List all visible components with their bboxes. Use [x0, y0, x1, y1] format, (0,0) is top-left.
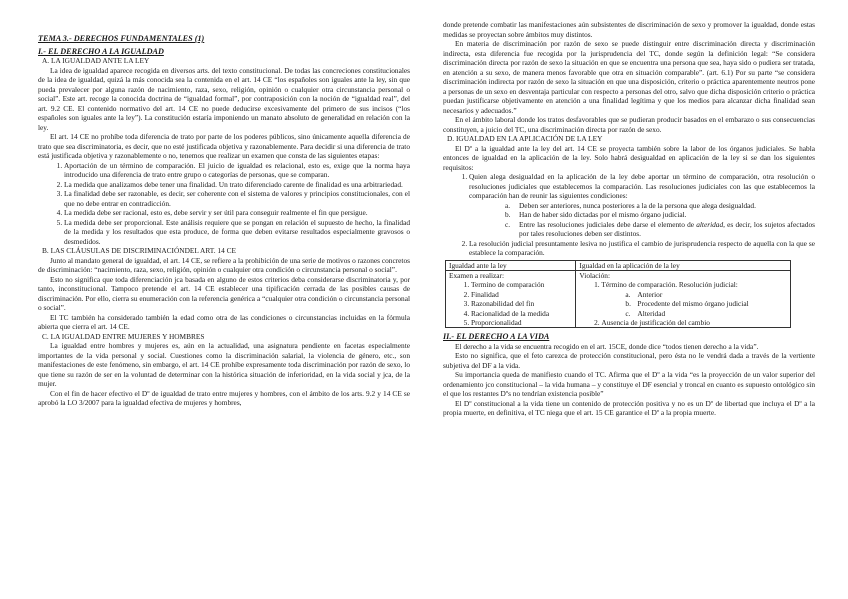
- left-column: [38, 34, 410, 408]
- list-item: a. Anterior: [625, 289, 663, 299]
- list-item: 4. Racionalidad de la medida: [471, 309, 572, 318]
- paragraph: Con el fin de hacer efectivo el Dº de igualdad de trato entre mujeres y hombres, con el ámbito de los arts. 9.2 y 14 CE se aprobó la LO 3/2007 para la igualdad efectiva de mujeres y hombres,: [38, 388, 410, 407]
- list-item: a. Deben ser anteriores, nunca posteriores a la de la persona que alega desigualdad.: [505, 200, 756, 210]
- list-item-text: Alteridad: [637, 308, 666, 318]
- list-item: [601, 280, 787, 318]
- list-item: c. Entre las resoluciones judiciales debe darse el elemento de alteridad, es decir, los sujetos afectados por tales resoluciones deben ser distintos.: [505, 219, 816, 238]
- list-item-text: Término de comparación. Resolución judicial:: [601, 280, 738, 290]
- paragraph: El art. 14 CE no prohíbe toda diferencia de trato por parte de los poderes públicos, sino únicamente aquella diferencia de trato que sea discriminatoria, es decir, que no esté justificada objetiva y razonablemente. Para decidir si una diferencia de trato está justificada objetiva y razonablemente o no, tenemos que realizar un examen que consta de las siguientes etapas:: [38, 132, 410, 160]
- paragraph: donde pretende combatir las manifestaciones aún subsistentes de discriminación de sexo y promover la igualdad, donde estas medidas se proyectan sobre ámbitos muy distintos.: [443, 20, 815, 39]
- subsection-heading-c: C. LA IGUALDAD ENTRE MUJERES Y HOMBRES: [42, 331, 205, 341]
- paragraph: La igualdad entre hombres y mujeres es, aún en la actualidad, una asignatura pendiente en facetas especialmente importantes de la vida personal y social. Cuestiones como la discriminación salarial, la violencia de género, etc., son manifestaciones de este fenómeno, sin embargo, el art. 14 CE prohíbe expresamente toda discriminación por razón de sexo, lo que tiene su razón de ser en la voluntad de determinar con la histórica situación de inferioridad, en la vida social y jca, de la mujer.: [38, 341, 410, 388]
- list-item-text: Procedente del mismo órgano judicial: [637, 299, 749, 309]
- list-item: [469, 172, 815, 239]
- list-item-text: Deben ser anteriores, nunca posteriores a la de la persona que alega desigualdad.: [519, 200, 756, 210]
- list-item: 2. La medida que analizamos debe tener una finalidad. Un trato diferenciado carente de finalidad es una arbitrariedad.: [64, 180, 410, 190]
- table-row: [446, 270, 791, 327]
- table-cell: [576, 270, 791, 327]
- table-header: Igualdad en la aplicación de la ley: [576, 260, 791, 270]
- list-item: c. Alteridad: [625, 308, 666, 318]
- requirements-list: [443, 172, 815, 258]
- paragraph: El TC también ha considerado también la edad como otra de las condiciones o circunstancias incluidas en la fórmula abierta que cierra el art. 14 CE.: [38, 312, 410, 331]
- violation-items-list: [579, 280, 787, 327]
- table-cell-label: Violación:: [579, 270, 610, 280]
- emphasis-text: alteridad: [696, 219, 724, 229]
- conditions-list: [469, 201, 815, 239]
- table-cell: [446, 270, 576, 327]
- comparison-table: [445, 260, 791, 329]
- list-item: 2. Ausencia de justificación del cambio: [601, 318, 787, 327]
- paragraph: El Dº constitucional a la vida tiene un contenido de protección positiva y no es un Dº de libertad que incluya el Dº a la propia muerte, en definitiva, el TC niega que el art. 15 CE garantice el Dº a la propia muerte.: [443, 398, 815, 418]
- violation-subitems-list: [601, 290, 787, 318]
- subsection-heading-d: D. IGUALDAD EN LA APLICACIÓN DE LA LEY: [447, 134, 603, 143]
- list-item: 2. La resolución judicial presuntamente lesiva no justifica el cambio de jurisprudencia respecto de aquella con la que se establece la comparación.: [469, 239, 815, 258]
- table-cell-label: Examen a realizar:: [449, 270, 505, 280]
- document-title: TEMA 3.- DERECHOS FUNDAMENTALES (1): [38, 34, 205, 43]
- list-item-text: Han de haber sido dictadas por el mismo órgano judicial.: [519, 210, 687, 219]
- paragraph: En materia de discriminación por razón de sexo se puede distinguir entre discriminación directa y discriminación indirecta, esta diferencia fue recogida por la jurisprudencia del TC, donde según la definición legal: “Se considera discriminación directa por razón de sexo la situación en que se encuentra una persona que sea, haya sido o pudiera ser tratada, en atención a su sexo, de manera menos favorable que otra en situación comparable”. (art. 6.1) Por su parte “se considera discriminación indirecta por razón de sexo la situación en que una disposición, criterio o práctica aparentemente neutros pone a personas de un sexo en desventaja particular con respecto a personas del otro, salvo que dicha disposición criterio o práctica puedan justificarse objetivamente en atención a una finalidad legítima y que los medios para alcanzar dicha finalidad sean necesarios y adecuados.”: [443, 39, 815, 115]
- table-header: Igualdad ante la ley: [446, 260, 576, 270]
- list-item: 1. Aportación de un término de comparación. El juicio de igualdad es relacional, esto es, exige que la norma haya introducido una diferencia de trato entre grupo o categorías de personas, que se comparan.: [64, 161, 410, 180]
- list-item: 5. La medida debe ser proporcional. Este análisis requiere que se pongan en relación el supuesto de hecho, la finalidad de la medida y los resultados que esta produce, de forma que deben evitarse resultados especialmente gravosos o desmedidos.: [64, 218, 410, 247]
- list-item: 3. La finalidad debe ser razonable, es decir, ser coherente con el sistema de valores y principios constitucionales, con el que no debe entrar en contradicción.: [64, 189, 410, 208]
- exam-steps-list: [38, 161, 410, 247]
- list-item-text: , es decir, los sujetos afectados por tales resoluciones deben ser distintos.: [519, 219, 816, 238]
- paragraph: Esto no significa que toda diferenciación jca basada en alguno de estos criterios deba considerarse discriminatoria y, por tanto, inconstitucional. Tampoco pretende el art. 14 CE establecer una tipificación cerrada de las posibles causas de discriminación. Por ello, cierra su enumeración con la referencia genérica a “cualquier otra condición o circunstancia personal o social”.: [38, 274, 410, 312]
- list-item: b. Procedente del mismo órgano judicial: [625, 299, 749, 309]
- subsection-heading-b: B. LAS CLÁUSULAS DE DISCRIMINACIÓNDEL ART. 14 CE: [42, 246, 236, 255]
- list-item-text: Entre las resoluciones judiciales debe darse el elemento de: [519, 219, 697, 229]
- paragraph: El Dº a la igualdad ante la ley del art. 14 CE se proyecta también sobre la labor de los órganos judiciales. Se habla entonces de igualdad en la aplicación de la ley. Solo habrá desigualdad en aplicación de la ley si se dan los siguientes requisitos:: [443, 143, 815, 172]
- list-item-text: Anterior: [637, 289, 663, 299]
- list-item: 3. Razonabilidad del fin: [471, 299, 572, 308]
- exam-items-list: [449, 280, 572, 327]
- paragraph: Junto al mandato general de igualdad, el art. 14 CE, se refiere a la prohibición de una serie de motivos o razones concretos de discriminación: “nacimiento, raza, sexo, religión, opinión o cualquier otra condición o circunstancia personal o social”.: [38, 255, 410, 274]
- paragraph: En el ámbito laboral donde los tratos desfavorables que se pudieran producir basados en el embarazo o sus consecuencias constituyen, a juicio del TC, una discriminación directa por razón de sexo.: [443, 115, 815, 134]
- paragraph: La idea de igualdad aparece recogida en diversos arts. del texto constitucional. De todas las concreciones constitucionales de la idea de igualdad, quizá la más conocida sea la contenida en el art. 14 CE “los españoles son iguales ante la ley, sin que pueda prevalecer por alguna razón de nacimiento, raza, sexo, religión, opinión o cualquier otra circunstancia personal o social”. Este art. recoge la conocida doctrina de “igualdad formal”, por contraposición con la noción de “igualdad real”, del art. 9.2 CE. El contenido normativo del art. 14 CE no puede deducirse excesivamente del primero de sus incisos (“los españoles son iguales ante la ley”). La constitución estaría imponiendo un manato absoluto de generalidad en relación con la ley.: [38, 65, 410, 132]
- list-item: 1. Termino de comparación: [471, 280, 572, 289]
- paragraph: Esto no significa, que el feto carezca de protección constitucional, pero ésta no le vendrá dada a través de la vertiente subjetiva del DF a la vida.: [443, 351, 815, 370]
- section-heading-equality: I.- EL DERECHO A LA IGUALDAD: [38, 46, 164, 56]
- section-heading-life: II.- EL DERECHO A LA VIDA: [443, 332, 550, 342]
- list-item: 5. Proporcionalidad: [471, 318, 572, 327]
- list-item: 2. Finalidad: [471, 290, 572, 299]
- list-item: 4. La medida debe ser racional, esto es, debe servir y ser útil para conseguir realmente el fin que persigue.: [64, 208, 410, 218]
- subsection-heading-a: A. LA IGUALDAD ANTE LA LEY: [42, 56, 150, 65]
- table-row: [446, 260, 791, 270]
- list-item: b. Han de haber sido dictadas por el mismo órgano judicial.: [505, 210, 687, 219]
- paragraph: El derecho a la vida se encuentra recogido en el art. 15CE, donde dice “todos tienen derecho a la vida”.: [455, 341, 759, 351]
- paragraph: Su importancia queda de manifiesto cuando el TC. Afirma que el Dº a la vida “es la proyección de un valor superior del ordenamiento jco constitucional – la vida humana – y constituye el DF esencial y troncal en cuanto es supuesto ontológico sin el que los restantes Dºs no tendrían existencia posible”: [443, 370, 815, 399]
- list-item-text: Quien alega desigualdad en la aplicación de la ley debe aportar un término de comparación, otra resolución o resoluciones judiciales que establecemos la comparación. Las resoluciones judiciales con las que establecemos la comparación han de reunir las siguientes condiciones:: [469, 172, 815, 200]
- right-column: [443, 20, 815, 418]
